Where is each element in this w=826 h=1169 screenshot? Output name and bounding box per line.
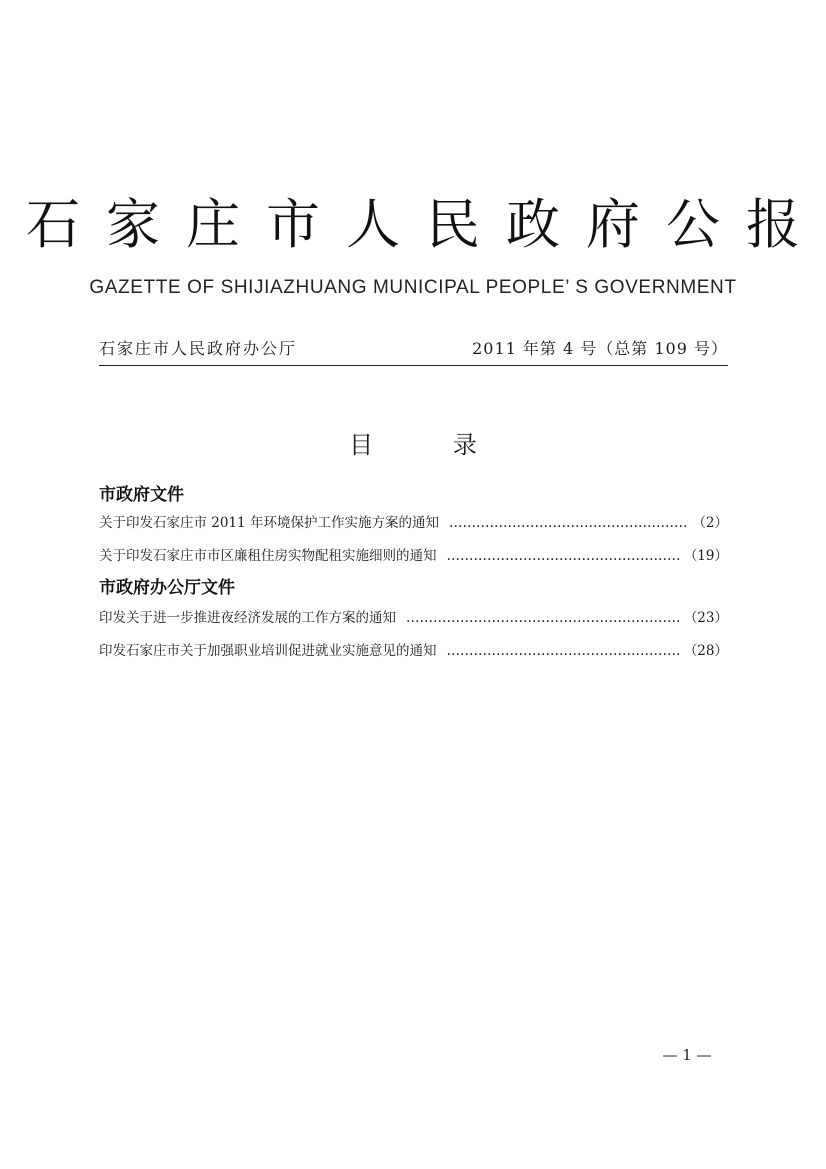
table-of-contents	[99, 482, 728, 660]
toc-entry[interactable]	[99, 547, 728, 565]
issue-number: 2011 年第 4 号（总第 109 号）	[472, 339, 728, 358]
page-number: — 1 —	[662, 1046, 712, 1064]
gazette-subtitle: GAZETTE OF SHIJIAZHUANG MUNICIPAL PEOPLE’ S GOVERNMENT	[89, 277, 737, 298]
issue-bar	[99, 337, 728, 366]
dot-leader	[449, 514, 688, 532]
publisher-name: 石家庄市人民政府办公厅	[99, 339, 298, 358]
dot-leader	[447, 547, 680, 565]
toc-entry-page: （2）	[692, 515, 728, 531]
dot-leader	[406, 609, 680, 627]
toc-entry[interactable]	[99, 514, 728, 532]
toc-entry-page: （19）	[683, 548, 728, 564]
toc-entry-title: 关于印发石家庄市市区廉租住房实物配租实施细则的通知	[99, 548, 437, 564]
dot-leader	[447, 642, 680, 660]
toc-entry[interactable]	[99, 642, 728, 660]
toc-title-char: 录	[452, 431, 477, 459]
toc-entry-title: 印发关于进一步推进夜经济发展的工作方案的通知	[99, 610, 396, 626]
toc-section	[99, 482, 728, 565]
section-heading: 市政府办公厅文件	[99, 578, 235, 598]
toc-entry-page: （28）	[683, 643, 728, 659]
toc-entry-page: （23）	[683, 610, 728, 626]
toc-section	[99, 575, 728, 660]
toc-entry-title: 印发石家庄市关于加强职业培训促进就业实施意见的通知	[99, 643, 437, 659]
toc-title-char: 目	[349, 431, 374, 459]
section-heading: 市政府文件	[99, 485, 184, 505]
gazette-title: 石家庄市人民政府公报	[26, 193, 826, 256]
toc-title	[0, 430, 826, 460]
toc-entry-title: 关于印发石家庄市 2011 年环境保护工作实施方案的通知	[99, 515, 439, 531]
toc-entry[interactable]	[99, 609, 728, 627]
